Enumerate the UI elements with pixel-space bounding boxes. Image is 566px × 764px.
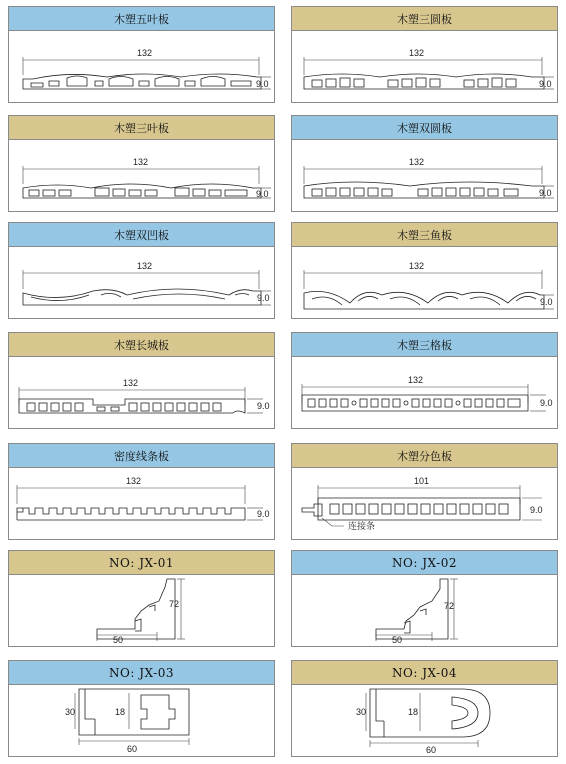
- molding-jx01: [8, 550, 275, 647]
- profile-drawing: [9, 468, 274, 540]
- inner-label: 18: [115, 707, 126, 717]
- panel-sanye: [8, 115, 275, 212]
- molding-jx02: [291, 550, 558, 647]
- thickness-label: 9.0: [257, 401, 270, 411]
- panel-title: 木塑双圆板: [292, 116, 557, 140]
- connector-label: 连接条: [348, 521, 376, 531]
- width-label: 132: [137, 48, 153, 58]
- width-label: 132: [409, 48, 425, 58]
- molding-title: NO: JX-01: [9, 551, 274, 575]
- profile-drawing: [292, 31, 557, 103]
- width-label: 132: [133, 157, 149, 167]
- molding-title: NO: JX-03: [9, 661, 274, 685]
- width-label: 60: [127, 744, 138, 754]
- panel-sange: [291, 332, 558, 429]
- thickness-label: 9.0: [256, 79, 269, 89]
- molding-jx04: [291, 660, 558, 757]
- panel-title: 木塑三圆板: [292, 7, 557, 31]
- width-label: 132: [126, 476, 142, 486]
- width-label: 101: [414, 476, 430, 486]
- panel-wuye: [8, 6, 275, 103]
- profile-drawing: [9, 31, 274, 103]
- panel-title: 木塑双凹板: [9, 223, 274, 247]
- molding-title: NO: JX-04: [292, 661, 557, 685]
- width-label: 132: [408, 375, 424, 385]
- width-label: 132: [409, 157, 425, 167]
- thickness-label: 9.0: [539, 79, 552, 89]
- panel-changcheng: [8, 332, 275, 429]
- profile-drawing: [9, 140, 274, 212]
- width-label: 132: [137, 261, 153, 271]
- width-label: 132: [123, 378, 139, 388]
- panel-title: 木塑三格板: [292, 333, 557, 357]
- profile-drawing: [292, 140, 557, 212]
- inner-label: 18: [408, 707, 419, 717]
- thickness-label: 9.0: [540, 398, 553, 408]
- profile-drawing: [9, 357, 274, 429]
- panel-midu: [8, 443, 275, 540]
- width-label: 60: [426, 745, 437, 755]
- molding-drawing: [292, 685, 557, 757]
- panel-fense: [291, 443, 558, 540]
- profile-drawing: [292, 468, 557, 540]
- panel-title: 密度线条板: [9, 444, 274, 468]
- molding-jx03: [8, 660, 275, 757]
- panel-title: 木塑分色板: [292, 444, 557, 468]
- thickness-label: 9.0: [256, 189, 269, 199]
- thickness-label: 9.0: [257, 509, 270, 519]
- panel-shuangao: [8, 222, 275, 319]
- panel-sanyu: [291, 222, 558, 319]
- height-label: 30: [65, 707, 76, 717]
- molding-drawing: [9, 575, 274, 647]
- profile-drawing: [9, 247, 274, 319]
- profile-drawing: [292, 357, 557, 429]
- height-label: 72: [169, 599, 180, 609]
- molding-drawing: [9, 685, 274, 757]
- panel-title: 木塑三鱼板: [292, 223, 557, 247]
- panel-title: 木塑五叶板: [9, 7, 274, 31]
- height-label: 30: [356, 707, 367, 717]
- molding-title: NO: JX-02: [292, 551, 557, 575]
- molding-drawing: [292, 575, 557, 647]
- panel-title: 木塑长城板: [9, 333, 274, 357]
- thickness-label: 9.0: [539, 188, 552, 198]
- thickness-label: 9.0: [530, 505, 543, 515]
- thickness-label: 9.0: [257, 293, 270, 303]
- profile-drawing: [292, 247, 557, 319]
- width-label: 50: [392, 635, 403, 645]
- panel-sanyuan: [291, 6, 558, 103]
- panel-title: 木塑三叶板: [9, 116, 274, 140]
- width-label: 50: [113, 635, 124, 645]
- panel-shuangyuan: [291, 115, 558, 212]
- width-label: 132: [409, 261, 425, 271]
- height-label: 72: [444, 601, 455, 611]
- thickness-label: 9.0: [540, 297, 553, 307]
